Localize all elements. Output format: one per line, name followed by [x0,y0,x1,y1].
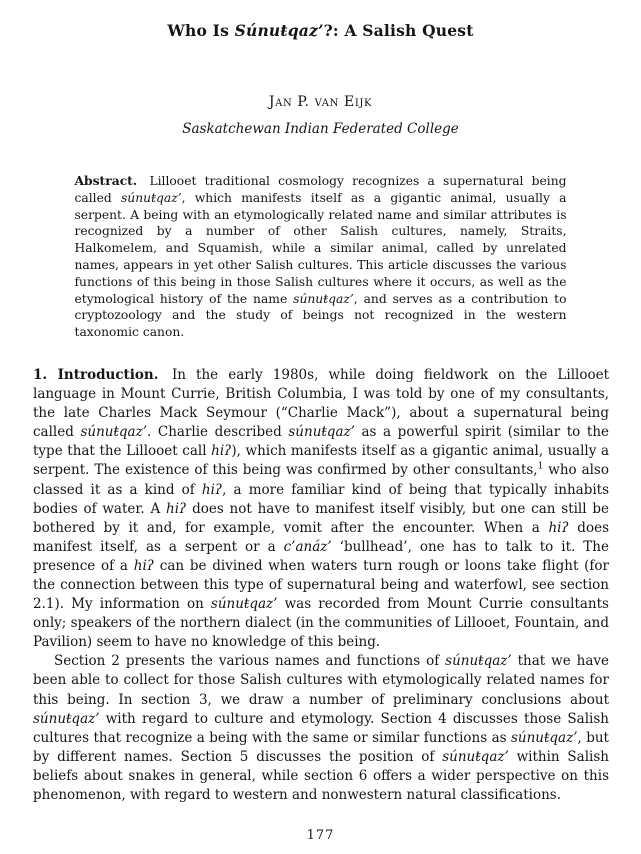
paragraph-introduction: 1. Introduction. In the early 1980s, while doing fieldwork on the Lillooet language in Mount Currie, British Columbia, I was told by one of my consultants, the late Charles Mack Seymour (“Charlie Mack”), about a supernatural being called súnuŧqaz’. Charlie described súnuŧqaz’ as a powerful spirit (similar to the type that the Lillooet call hiʔ), which manifests itself as a gigantic animal, usually a serpent. The existence of this being was confirmed by other consultants,$^1$ who also classed it as a kind of hiʔ, a more familiar kind of being that typically inhabits bodies of water. A hiʔ does not have to manifest itself visibly, but one can still be bothered by it and, for example, vomit after the encounter. When a hiʔ does manifest itself, as a serpent or a c’anáz’ ‘bullhead’, one has to talk to it. The presence of a hiʔ can be divined when waters turn rough or loons take flight (for the connection between this type of supernatural being and waterfowl, see section 2.1). My information on súnuŧqaz’ was recorded from Mount Currie consultants only; speakers of the northern dialect (in the communities of Lillooet, Fountain, and Pavilion) seem to have no knowledge of this being. [33,366,610,651]
article-body [33,366,609,805]
page-number: 177 [306,828,335,843]
paragraph-section-overview: Section 2 presents the various names and functions of súnuŧqaz’ that we have been able to collect for those Salish cultures with etymologically related names for this being. In section 3, we draw a number of preliminary conclusions about súnuŧqaz’ with regard to culture and etymology. Section 4 discusses those Salish cultures that recognize a being with the same or similar functions as súnuŧqaz’, but by different names. Section 5 discusses the position of súnuŧqaz’ within Salish beliefs about snakes in general, while section 6 offers a wider perspective on this phenomenon, with regard to western and nonwestern natural classifications. [33,653,609,804]
abstract: Abstract. Lillooet traditional cosmology recognizes a supernatural being called súnuŧqaz’, which manifests itself as a gigantic animal, usually a serpent. A being with an etymologically related name and similar attributes is recognized by a number of other Salish cultures, namely, Straits, Halkomelem, and Squamish, while a similar animal, called by unrelated names, appears in yet other Salish cultures. This article discusses the various functions of this being in those Salish cultures where it occurs, as well as the etymological history of the name súnuŧqaz’, and serves as a contribution to cryptozoology and the study of beings not recognized in the western taxonomic canon. [74,173,567,340]
author-affiliation: Saskatchewan Indian Federated College [182,121,459,137]
paper-title: Who Is Súnuŧqaz’?: A Salish Quest [167,21,474,40]
author-name: Jan P. van Eijk [268,94,373,110]
